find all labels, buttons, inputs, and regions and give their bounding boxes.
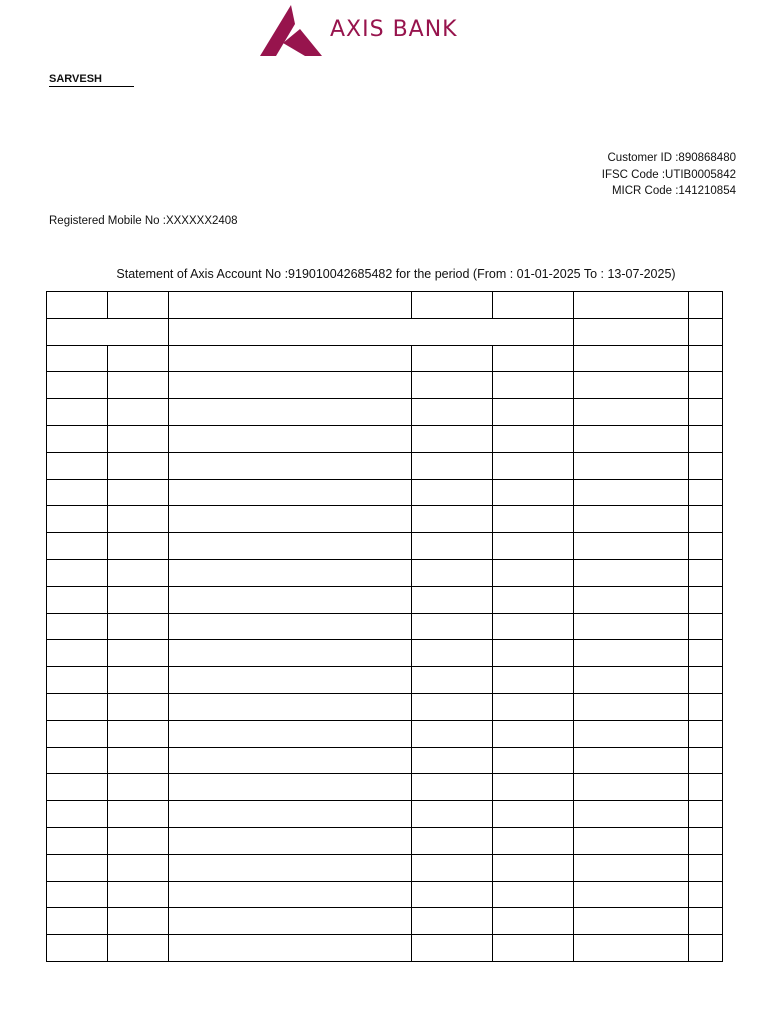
table-cell [689, 774, 723, 801]
table-cell [574, 479, 689, 506]
table-cell [108, 854, 169, 881]
table-cell [108, 667, 169, 694]
table-cell [47, 425, 108, 452]
table-cell [47, 586, 108, 613]
table-cell [689, 935, 723, 962]
table-cell [574, 399, 689, 426]
table-cell [689, 908, 723, 935]
table-cell [493, 399, 574, 426]
table-cell [493, 854, 574, 881]
table-cell [574, 292, 689, 319]
table-cell [493, 693, 574, 720]
table-cell [574, 854, 689, 881]
table-cell [689, 720, 723, 747]
table-cell [169, 747, 412, 774]
table-cell [574, 774, 689, 801]
table-cell [574, 827, 689, 854]
table-cell [108, 774, 169, 801]
table-cell [412, 667, 493, 694]
table-cell [108, 827, 169, 854]
table-cell [574, 667, 689, 694]
table-cell [574, 425, 689, 452]
table-cell [493, 935, 574, 962]
statement-title: Statement of Axis Account No :919010042685482 for the period (From : 01-01-2025 To : 13-07-2025) [116, 267, 676, 281]
table-row [47, 586, 723, 613]
table-cell [108, 693, 169, 720]
table-cell [689, 586, 723, 613]
table-cell [493, 452, 574, 479]
table-cell [47, 399, 108, 426]
table-cell [169, 479, 412, 506]
table-cell [689, 425, 723, 452]
axis-bank-logo-icon [258, 5, 328, 57]
table-cell [412, 613, 493, 640]
table-cell [689, 318, 723, 345]
table-cell [493, 372, 574, 399]
table-row [47, 935, 723, 962]
table-row [47, 425, 723, 452]
table-cell [47, 452, 108, 479]
table-cell [169, 345, 412, 372]
table-cell [574, 720, 689, 747]
table-row [47, 827, 723, 854]
table-cell [412, 935, 493, 962]
table-cell [689, 345, 723, 372]
table-cell [47, 613, 108, 640]
table-cell [574, 506, 689, 533]
customer-info-block [602, 150, 736, 200]
table-cell [108, 292, 169, 319]
table-cell [169, 693, 412, 720]
table-cell [689, 667, 723, 694]
table-cell [108, 452, 169, 479]
table-cell [493, 613, 574, 640]
table-cell [47, 854, 108, 881]
table-cell [689, 399, 723, 426]
table-cell [493, 881, 574, 908]
table-cell [689, 854, 723, 881]
table-cell [689, 613, 723, 640]
table-cell [493, 827, 574, 854]
table-cell [47, 372, 108, 399]
table-cell [493, 747, 574, 774]
table-cell [574, 908, 689, 935]
table-cell [47, 667, 108, 694]
table-cell [412, 881, 493, 908]
table-cell [493, 559, 574, 586]
table-cell [47, 533, 108, 560]
table-cell [108, 881, 169, 908]
table-cell [47, 908, 108, 935]
table-cell [108, 345, 169, 372]
table-cell [493, 720, 574, 747]
table-cell [47, 640, 108, 667]
table-row [47, 801, 723, 828]
table-cell [47, 881, 108, 908]
table-cell [574, 345, 689, 372]
bank-name: AXIS BANK [330, 17, 458, 42]
table-cell [47, 720, 108, 747]
table-row [47, 854, 723, 881]
table-cell [108, 935, 169, 962]
table-cell [493, 345, 574, 372]
table-cell [574, 747, 689, 774]
table-cell [108, 801, 169, 828]
table-row [47, 693, 723, 720]
table-cell [493, 479, 574, 506]
table-cell [574, 586, 689, 613]
table-cell [108, 586, 169, 613]
table-cell [169, 720, 412, 747]
registered-mobile: Registered Mobile No :XXXXXX2408 [49, 215, 238, 227]
table-cell [574, 640, 689, 667]
table-cell [412, 559, 493, 586]
table-cell [47, 318, 169, 345]
table-cell [169, 506, 412, 533]
table-cell [47, 345, 108, 372]
table-cell [47, 801, 108, 828]
table-cell [574, 881, 689, 908]
table-cell [412, 372, 493, 399]
table-cell [47, 693, 108, 720]
table-cell [412, 908, 493, 935]
table-cell [412, 533, 493, 560]
table-row [47, 399, 723, 426]
table-cell [47, 479, 108, 506]
table-cell [574, 693, 689, 720]
opening-balance-row [47, 318, 723, 345]
table-cell [689, 559, 723, 586]
table-cell [493, 533, 574, 560]
table-cell [574, 533, 689, 560]
table-row [47, 559, 723, 586]
ifsc-code: IFSC Code :UTIB0005842 [601, 168, 736, 181]
table-cell [169, 372, 412, 399]
customer-id: Customer ID :890868480 [607, 152, 736, 164]
table-cell [689, 801, 723, 828]
table-cell [169, 908, 412, 935]
table-cell [493, 586, 574, 613]
bank-logo [258, 5, 490, 57]
table-cell [169, 640, 412, 667]
table-cell [574, 559, 689, 586]
table-cell [574, 452, 689, 479]
statement-table [46, 291, 723, 962]
table-cell [169, 854, 412, 881]
table-cell [412, 693, 493, 720]
table-cell [493, 292, 574, 319]
table-cell [169, 613, 412, 640]
table-cell [108, 479, 169, 506]
table-cell [108, 613, 169, 640]
table-cell [108, 399, 169, 426]
table-cell [169, 935, 412, 962]
table-cell [412, 479, 493, 506]
table-cell [47, 506, 108, 533]
table-cell [108, 372, 169, 399]
table-row [47, 479, 723, 506]
table-row [47, 640, 723, 667]
table-row [47, 881, 723, 908]
table-cell [574, 372, 689, 399]
table-cell [493, 640, 574, 667]
table-cell [169, 774, 412, 801]
table-cell [169, 399, 412, 426]
table-row [47, 908, 723, 935]
table-cell [47, 747, 108, 774]
table-cell [412, 292, 493, 319]
table-cell [412, 425, 493, 452]
table-row [47, 452, 723, 479]
table-cell [169, 881, 412, 908]
table-cell [493, 425, 574, 452]
table-cell [493, 506, 574, 533]
table-row [47, 667, 723, 694]
table-cell [108, 425, 169, 452]
table-row [47, 533, 723, 560]
table-cell [574, 935, 689, 962]
table-cell [108, 747, 169, 774]
table-cell [689, 292, 723, 319]
table-cell [574, 613, 689, 640]
table-cell [689, 881, 723, 908]
table-cell [108, 559, 169, 586]
table-cell [108, 720, 169, 747]
table-row [47, 720, 723, 747]
table-cell [493, 801, 574, 828]
table-cell [169, 801, 412, 828]
table-cell [169, 559, 412, 586]
table-cell [412, 801, 493, 828]
table-cell [169, 292, 412, 319]
account-holder-name: SARVESH [49, 73, 134, 87]
table-row [47, 774, 723, 801]
table-cell [412, 399, 493, 426]
table-cell [412, 586, 493, 613]
table-cell [412, 345, 493, 372]
table-cell [574, 801, 689, 828]
table-cell [689, 372, 723, 399]
table-cell [169, 667, 412, 694]
table-cell [574, 318, 689, 345]
table-cell [108, 506, 169, 533]
table-cell [689, 533, 723, 560]
table-cell [689, 747, 723, 774]
table-cell [689, 827, 723, 854]
table-cell [689, 693, 723, 720]
table-cell [169, 452, 412, 479]
table-cell [689, 479, 723, 506]
table-cell [412, 854, 493, 881]
table-cell [689, 506, 723, 533]
table-cell [47, 292, 108, 319]
table-row [47, 345, 723, 372]
table-cell [493, 774, 574, 801]
table-cell [689, 640, 723, 667]
table-cell [108, 908, 169, 935]
table-row [47, 747, 723, 774]
table-cell [47, 774, 108, 801]
table-cell [47, 935, 108, 962]
table-cell [47, 559, 108, 586]
table-cell [169, 827, 412, 854]
table-cell [412, 720, 493, 747]
micr-code: MICR Code :141210854 [611, 185, 736, 197]
table-cell [412, 452, 493, 479]
table-cell [108, 640, 169, 667]
table-row [47, 506, 723, 533]
table-cell [412, 747, 493, 774]
table-row [47, 613, 723, 640]
table-cell [412, 506, 493, 533]
table-row [47, 372, 723, 399]
table-cell [493, 908, 574, 935]
table-cell [169, 586, 412, 613]
table-cell [412, 774, 493, 801]
table-cell [108, 533, 169, 560]
table-cell [169, 425, 412, 452]
table-cell [493, 667, 574, 694]
table-header-row [47, 292, 723, 319]
table-cell [689, 452, 723, 479]
table-cell [47, 827, 108, 854]
table-cell [169, 318, 574, 345]
table-cell [169, 533, 412, 560]
table-cell [412, 640, 493, 667]
table-cell [412, 827, 493, 854]
